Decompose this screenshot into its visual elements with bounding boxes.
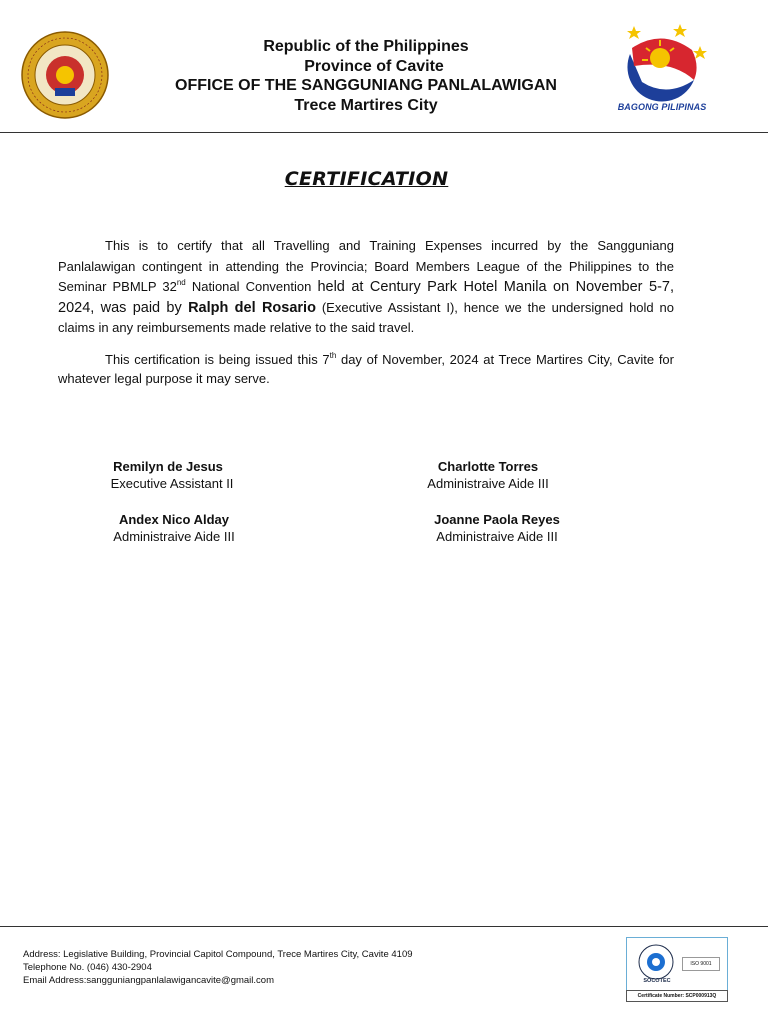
signatory-block (397, 511, 597, 545)
signatory-block (74, 511, 274, 545)
p2-ordinal: th (329, 351, 337, 360)
footer-divider (0, 926, 768, 927)
signatory-position: Administraive Aide III (113, 529, 235, 544)
certification-paragraph-1 (58, 236, 674, 339)
signatory-block (68, 458, 268, 492)
signatory-name: Charlotte Torres (437, 459, 539, 474)
letterhead (130, 37, 602, 115)
p1-text-c: held at Century Park Hotel Manila on November 5-7, 2024, was paid by (58, 279, 674, 316)
p1-ordinal: nd (176, 278, 186, 287)
letterhead-city: Trece Martires City (294, 96, 438, 114)
certificate-number: Certificate Number: SCP000913Q (626, 990, 728, 1002)
signatory-block (388, 458, 588, 492)
footer-email: Email Address:sangguniangpanlalawigancavite@gmail.com (23, 975, 274, 986)
footer-contact (23, 948, 413, 987)
signatory-name: Joanne Paola Reyes (434, 512, 560, 527)
letterhead-office: OFFICE OF THE SANGGUNIANG PANLALAWIGAN (175, 77, 557, 94)
p1-text-b: National Convention (185, 279, 318, 294)
p2-text-a: This certification is being issued this 7 (105, 352, 330, 367)
iso-label: ISO 9001 (682, 957, 720, 971)
socotec-label: SOCOTEC (643, 978, 671, 984)
p2-text-b: day of November, 2024 at Trece Martires City, Cavite for whatever legal purpose it may serve. (58, 352, 674, 386)
p1-text-a: This is to certify that all Travelling and Training Expenses incurred by the Sangguniang Panlalawigan contingent in attending the Provincia; Board Members League of the Philippines to the Seminar PBMLP 32 (58, 238, 674, 294)
signatory-name: Andex Nico Alday (118, 512, 230, 527)
signatory-name: Remilyn de Jesus (113, 459, 223, 474)
footer-address: Address: Legislative Building, Provincial Capitol Compound, Trece Martires City, Cavite 4109 (23, 949, 413, 960)
footer-telephone: Telephone No. (046) 430-2904 (23, 962, 152, 973)
letterhead-republic: Republic of the Philippines (263, 38, 469, 55)
signatory-position: Administraive Aide III (427, 476, 549, 491)
provincial-seal-logo (20, 30, 110, 120)
bagong-pilipinas-text: BAGONG PILIPINAS (617, 102, 707, 112)
letterhead-province: Province of Cavite (304, 57, 444, 75)
document-title: CERTIFICATION (284, 168, 449, 190)
certification-paragraph-2 (58, 350, 674, 388)
signatory-position: Executive Assistant II (110, 476, 234, 491)
payer-name: Ralph del Rosario (188, 299, 316, 316)
signatory-position: Administraive Aide III (436, 529, 558, 544)
p1-text-d: (Executive Assistant I), hence we the undersigned hold no claims in any reimbursements made relative to the said travel. (58, 299, 675, 335)
header-divider (0, 132, 768, 133)
